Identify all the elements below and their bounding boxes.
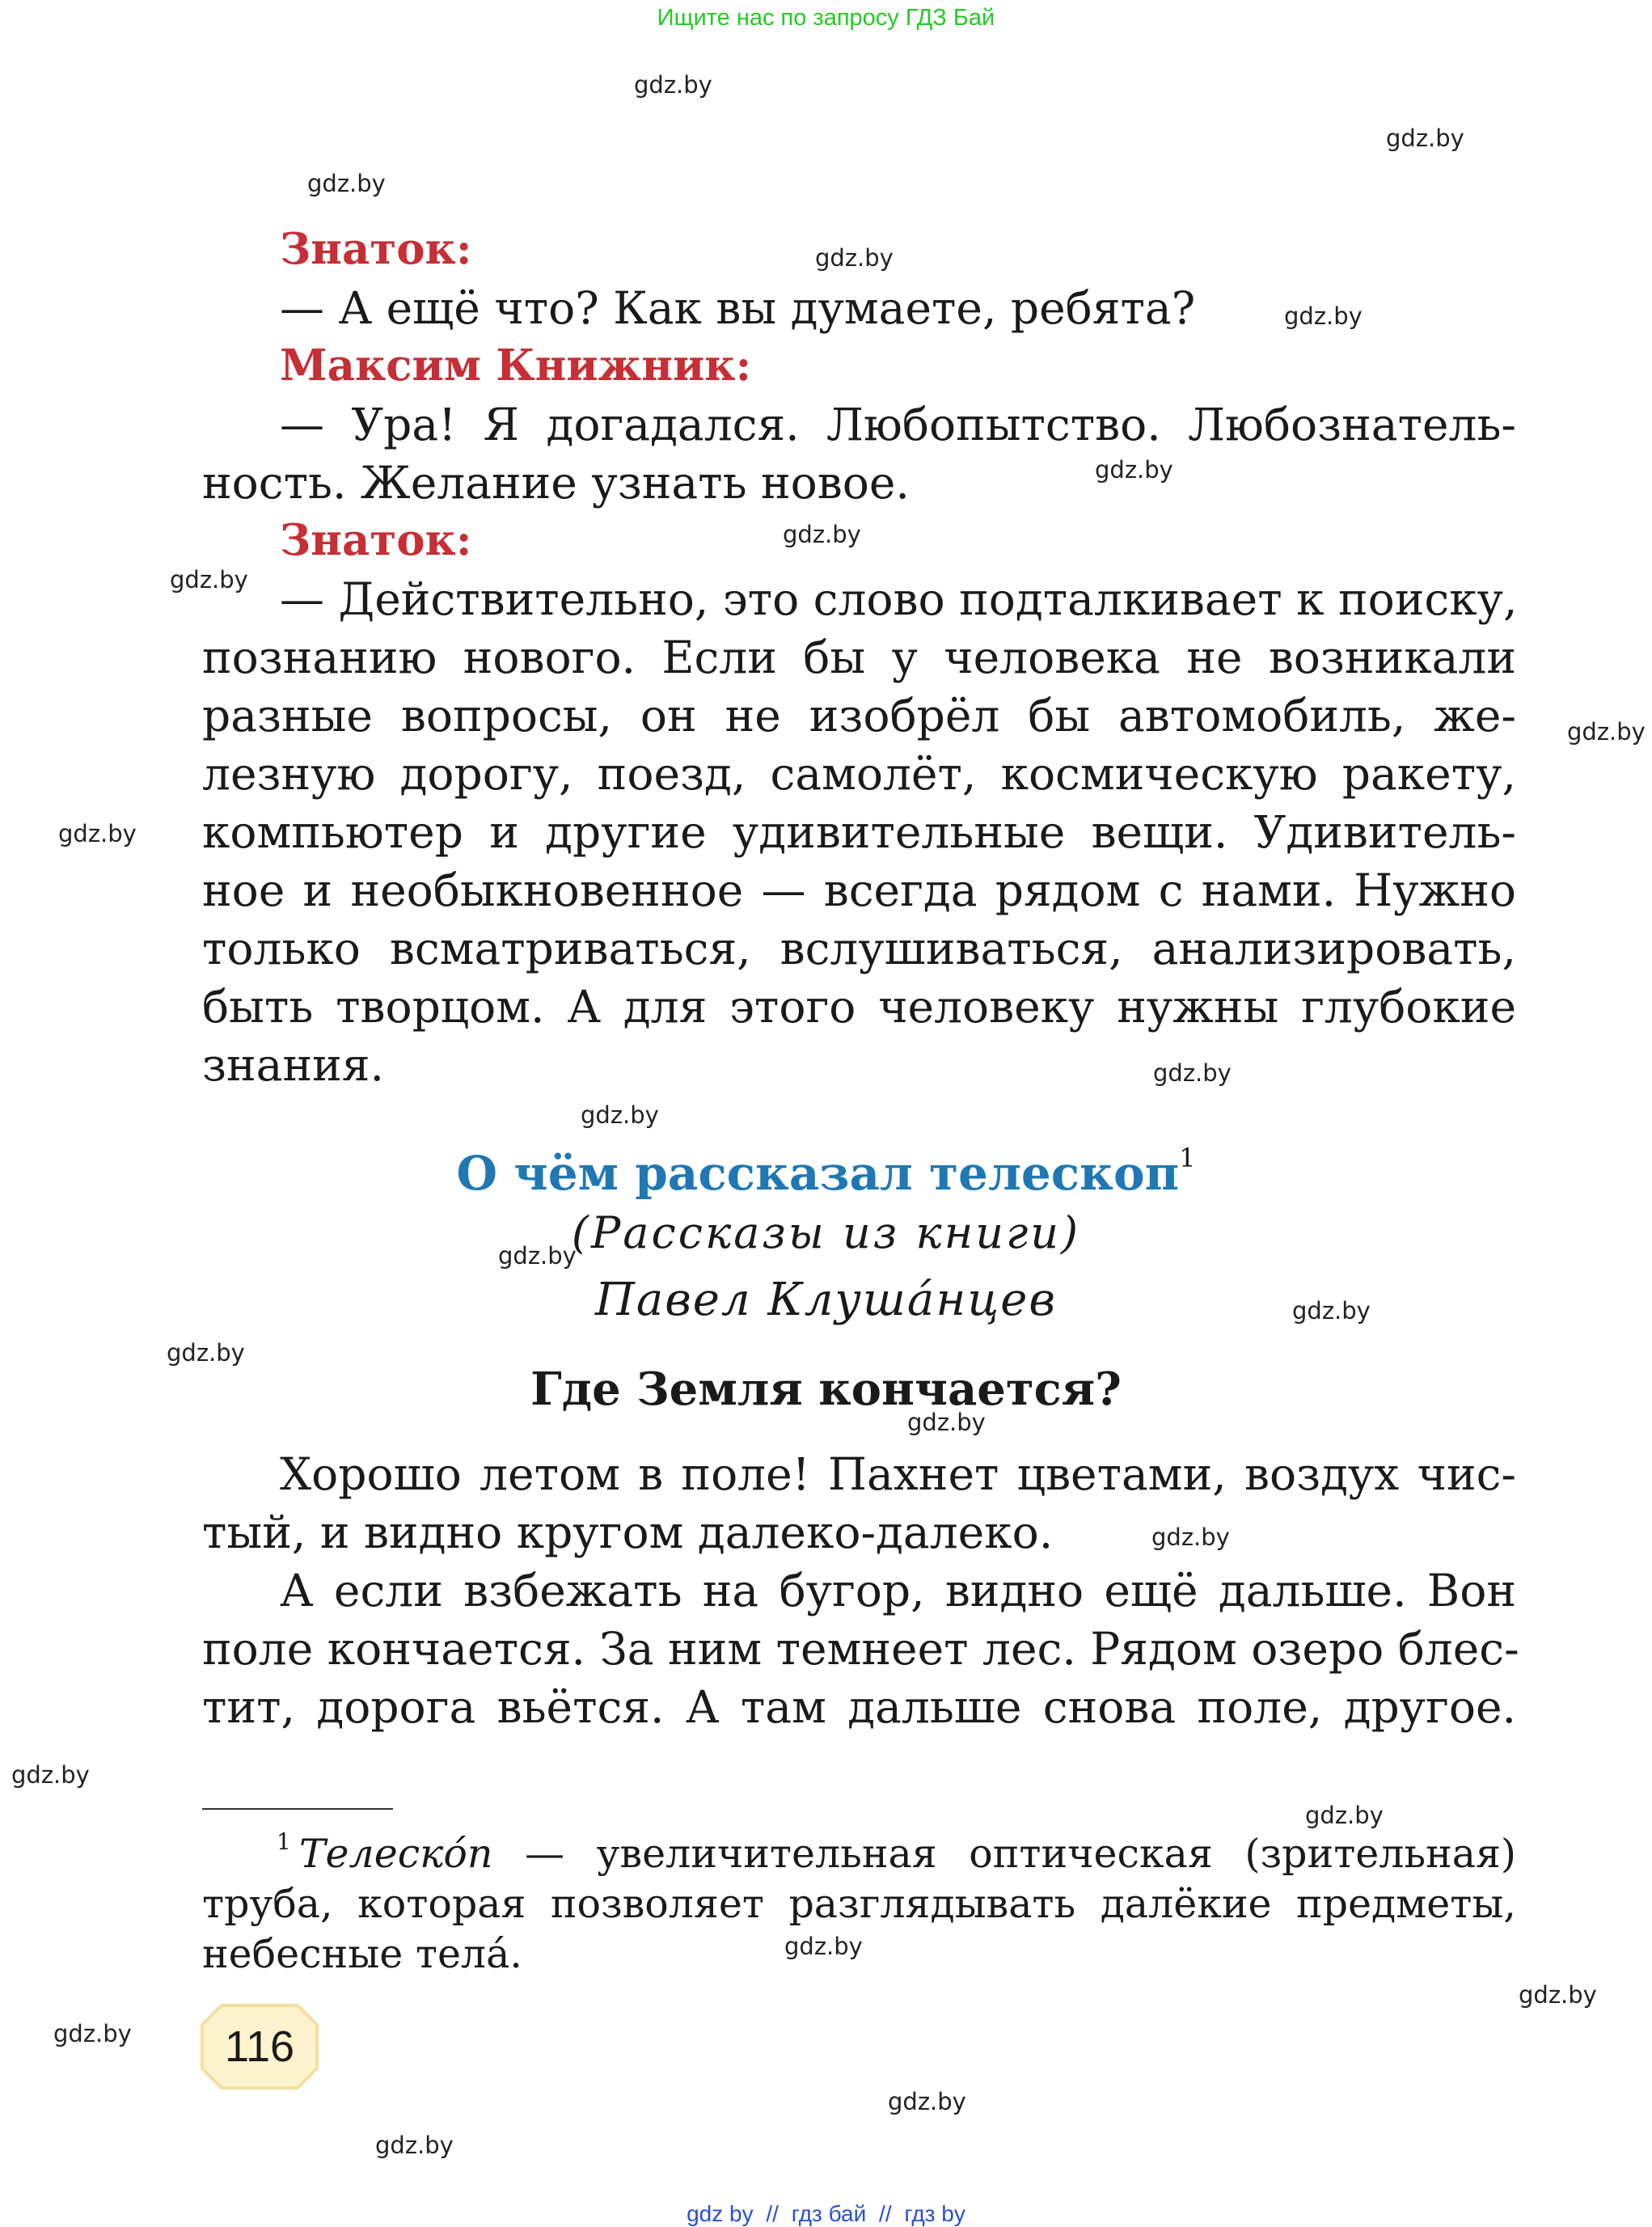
dialogue-line: — Ура! Я догадался. Любопытство. Любознатель-	[280, 399, 1516, 450]
watermark: gdz.by	[53, 2020, 132, 2047]
watermark: gdz.by	[375, 2132, 454, 2159]
watermark: gdz.by	[783, 521, 861, 548]
dialogue-line: познанию нового. Если бы у человека не возникали	[202, 632, 1516, 683]
dialogue-line: знания.	[202, 1039, 384, 1091]
watermark: gdz.by	[907, 1409, 986, 1436]
section-subtitle: (Рассказы из книги)	[571, 1207, 1081, 1258]
watermark: gdz.by	[815, 244, 894, 272]
watermark: gdz.by	[634, 71, 712, 99]
dialogue-line: — Действительно, это слово подталкивает к поиску,	[280, 573, 1518, 625]
search-banner: Ищите нас по запросу ГДЗ Бай	[657, 5, 995, 31]
watermark: gdz.by	[1151, 1523, 1230, 1551]
footnote-divider	[202, 1808, 393, 1810]
story-title: Где Земля кончается?	[530, 1363, 1122, 1416]
footer-link[interactable]: гдз бай	[791, 2201, 867, 2226]
dialogue-line: быть творцом. А для этого человеку нужны глубокие	[202, 981, 1516, 1033]
footnote-marker: 1	[1179, 1143, 1196, 1173]
author-name: Павел Клуша́нцев	[594, 1274, 1058, 1326]
watermark: gdz.by	[784, 1933, 863, 1960]
footer-separator: //	[879, 2201, 892, 2226]
page-number-badge	[199, 2002, 320, 2091]
watermark: gdz.by	[1519, 1981, 1597, 2009]
watermark: gdz.by	[888, 2088, 966, 2115]
watermark: gdz.by	[170, 566, 248, 594]
footer-link[interactable]: gdz by	[687, 2201, 754, 2226]
watermark: gdz.by	[307, 170, 386, 197]
footnote-line	[277, 1828, 1517, 1877]
watermark: gdz.by	[1305, 1802, 1384, 1829]
watermark: gdz.by	[1095, 456, 1173, 484]
watermark: gdz.by	[11, 1761, 90, 1789]
footnote-term: Телеско́п	[298, 1831, 493, 1877]
story-line: тит, дорога вьётся. А там дальше снова поле, другое.	[202, 1681, 1516, 1733]
footer-links	[0, 2201, 1652, 2227]
footer-separator: //	[766, 2201, 779, 2226]
speaker-name: Знаток:	[280, 515, 472, 565]
section-title-text: О чём рассказал телескоп	[456, 1146, 1180, 1201]
dialogue-line: ное и необыкновенное — всегда рядом с нами. Нужно	[202, 864, 1516, 916]
page-number: 116	[224, 2022, 295, 2071]
speaker-name: Знаток:	[280, 224, 472, 274]
dialogue-line: — А ещё что? Как вы думаете, ребята?	[280, 282, 1196, 334]
watermark: gdz.by	[58, 820, 137, 847]
section-title	[0, 1143, 1652, 1201]
dialogue-line: ность. Желание узнать новое.	[202, 457, 910, 509]
footnote-line: труба, которая позволяет разглядывать далёкие предметы,	[202, 1881, 1516, 1927]
watermark: gdz.by	[1153, 1059, 1232, 1087]
speaker-name: Максим Книжник:	[280, 340, 752, 391]
watermark: gdz.by	[498, 1242, 577, 1270]
watermark: gdz.by	[1292, 1297, 1371, 1325]
watermark: gdz.by	[1284, 302, 1363, 330]
dialogue-line: лезную дорогу, поезд, самолёт, космическую ракету,	[202, 748, 1516, 800]
story-line: поле кончается. За ним темнеет лес. Рядом озеро блес-	[202, 1623, 1519, 1675]
footnote-line: небесные тела́.	[202, 1931, 522, 1977]
story-line: тый, и видно кругом далеко-далеко.	[202, 1506, 1054, 1558]
watermark: gdz.by	[1386, 125, 1464, 152]
dialogue-line: разные вопросы, он не изобрёл бы автомобиль, же-	[202, 690, 1516, 742]
footnote-definition: — увеличительная оптическая (зрительная)	[525, 1831, 1517, 1877]
dialogue-line: компьютер и другие удивительные вещи. Удивитель-	[202, 806, 1516, 858]
story-line: А если взбежать на бугор, видно ещё дальше. Вон	[280, 1565, 1516, 1616]
footer-link[interactable]: гдз by	[904, 2201, 965, 2226]
watermark: gdz.by	[167, 1339, 245, 1367]
watermark: gdz.by	[1567, 718, 1646, 746]
story-line: Хорошо летом в поле! Пахнет цветами, воздух чис-	[280, 1448, 1516, 1500]
footnote-number: 1	[277, 1828, 291, 1855]
dialogue-line: только всматриваться, вслушиваться, анализировать,	[202, 923, 1516, 974]
watermark: gdz.by	[581, 1101, 659, 1129]
